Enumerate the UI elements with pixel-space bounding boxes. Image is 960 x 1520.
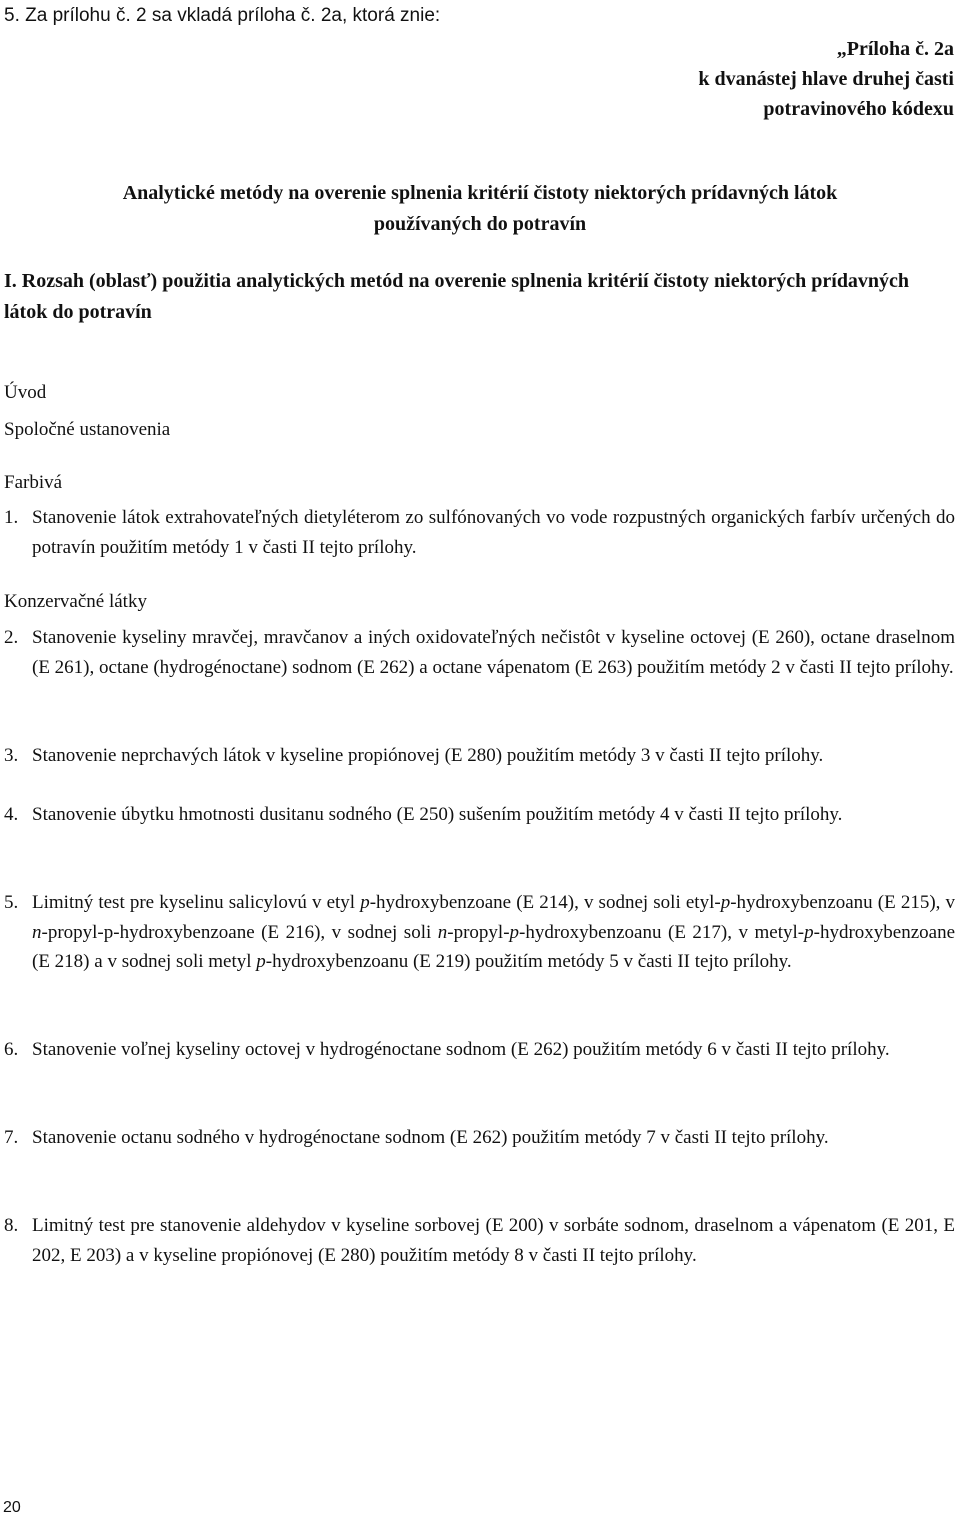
document-title-line2: používaných do potravín — [373, 213, 587, 235]
item-text: Stanovenie látok extrahovateľných dietyléterom zo sulfónovaných vo vode rozpustných organických farbív určených do potravín použitím metódy 1 v časti II tejto prílohy. — [32, 507, 955, 558]
list-item — [4, 888, 955, 977]
item-number: 7. — [4, 1127, 19, 1148]
item-number: 4. — [4, 804, 19, 825]
item-number: 1. — [4, 507, 19, 528]
item-text: Limitný test pre kyselinu salicylovú v etyl p-hydroxybenzoane (E 214), v sodnej soli etyl-p-hydroxybenzoanu (E 215), v n-propyl-p-hydroxybenzoane (E 216), v sodnej soli n-propyl-p-hydroxybenzoanu (E 217), v metyl-p-hydroxybenzoane (E 218) a v sodnej soli metyl p-hydroxybenzoanu (E 219) použitím metódy 5 v časti II tejto prílohy. — [32, 892, 956, 972]
annex-header-line2: k dvanástej hlave druhej časti — [698, 68, 954, 90]
annex-header-line1: „Príloha č. 2a — [836, 38, 954, 60]
item-number: 3. — [4, 745, 19, 766]
list-item — [4, 741, 955, 771]
page-number: 20 — [3, 1499, 21, 1516]
item-text: Stanovenie neprchavých látok v kyseline propiónovej (E 280) použitím metódy 3 v časti II tejto prílohy. — [32, 745, 824, 766]
annex-header — [698, 34, 954, 124]
label-konzervacne-latky: Konzervačné látky — [4, 591, 147, 612]
list-item — [4, 1123, 955, 1153]
label-spolocne-ustanovenia: Spoločné ustanovenia — [4, 419, 171, 440]
item-text: Stanovenie octanu sodného v hydrogénoctane sodnom (E 262) použitím metódy 7 v časti II tejto prílohy. — [32, 1127, 829, 1148]
document-title-line1: Analytické metódy na overenie splnenia kritérií čistoty niektorých prídavných látok — [122, 182, 838, 204]
document-title — [0, 178, 960, 240]
list-item — [4, 1035, 955, 1065]
section-heading: I. Rozsah (oblasť) použitia analytických metód na overenie splnenia kritérií čistoty niektorých prídavných látok do potravín — [4, 270, 910, 323]
label-farbiva: Farbivá — [4, 472, 63, 493]
list-item — [4, 623, 955, 682]
annex-header-line3: potravinového kódexu — [763, 98, 954, 120]
item-number: 6. — [4, 1039, 19, 1060]
intro-line: 5. Za prílohu č. 2 sa vkladá príloha č. 2a, ktorá znie: — [4, 5, 441, 26]
item-text: Limitný test pre stanovenie aldehydov v kyseline sorbovej (E 200) v sorbáte sodnom, draselnom a vápenatom (E 201, E 202, E 203) a v kyseline propiónovej (E 280) použitím metódy 8 v časti II tejto prílohy. — [32, 1215, 955, 1266]
list-item — [4, 800, 955, 830]
item-number: 5. — [4, 892, 19, 913]
item-text: Stanovenie kyseliny mravčej, mravčanov a iných oxidovateľných nečistôt v kyseline octovej (E 260), octane draselnom (E 261), octane (hydrogénoctane) sodnom (E 262) a octane vápenatom (E 263) použitím metódy 2 v časti II tejto prílohy. — [32, 627, 955, 678]
list-item — [4, 1211, 955, 1270]
item-number: 8. — [4, 1215, 19, 1236]
item-text: Stanovenie úbytku hmotnosti dusitanu sodného (E 250) sušením použitím metódy 4 v časti II tejto prílohy. — [32, 804, 843, 825]
item-number: 2. — [4, 627, 19, 648]
label-uvod: Úvod — [4, 382, 47, 403]
list-item — [4, 503, 955, 562]
item-text: Stanovenie voľnej kyseliny octovej v hydrogénoctane sodnom (E 262) použitím metódy 6 v časti II tejto prílohy. — [32, 1039, 890, 1060]
